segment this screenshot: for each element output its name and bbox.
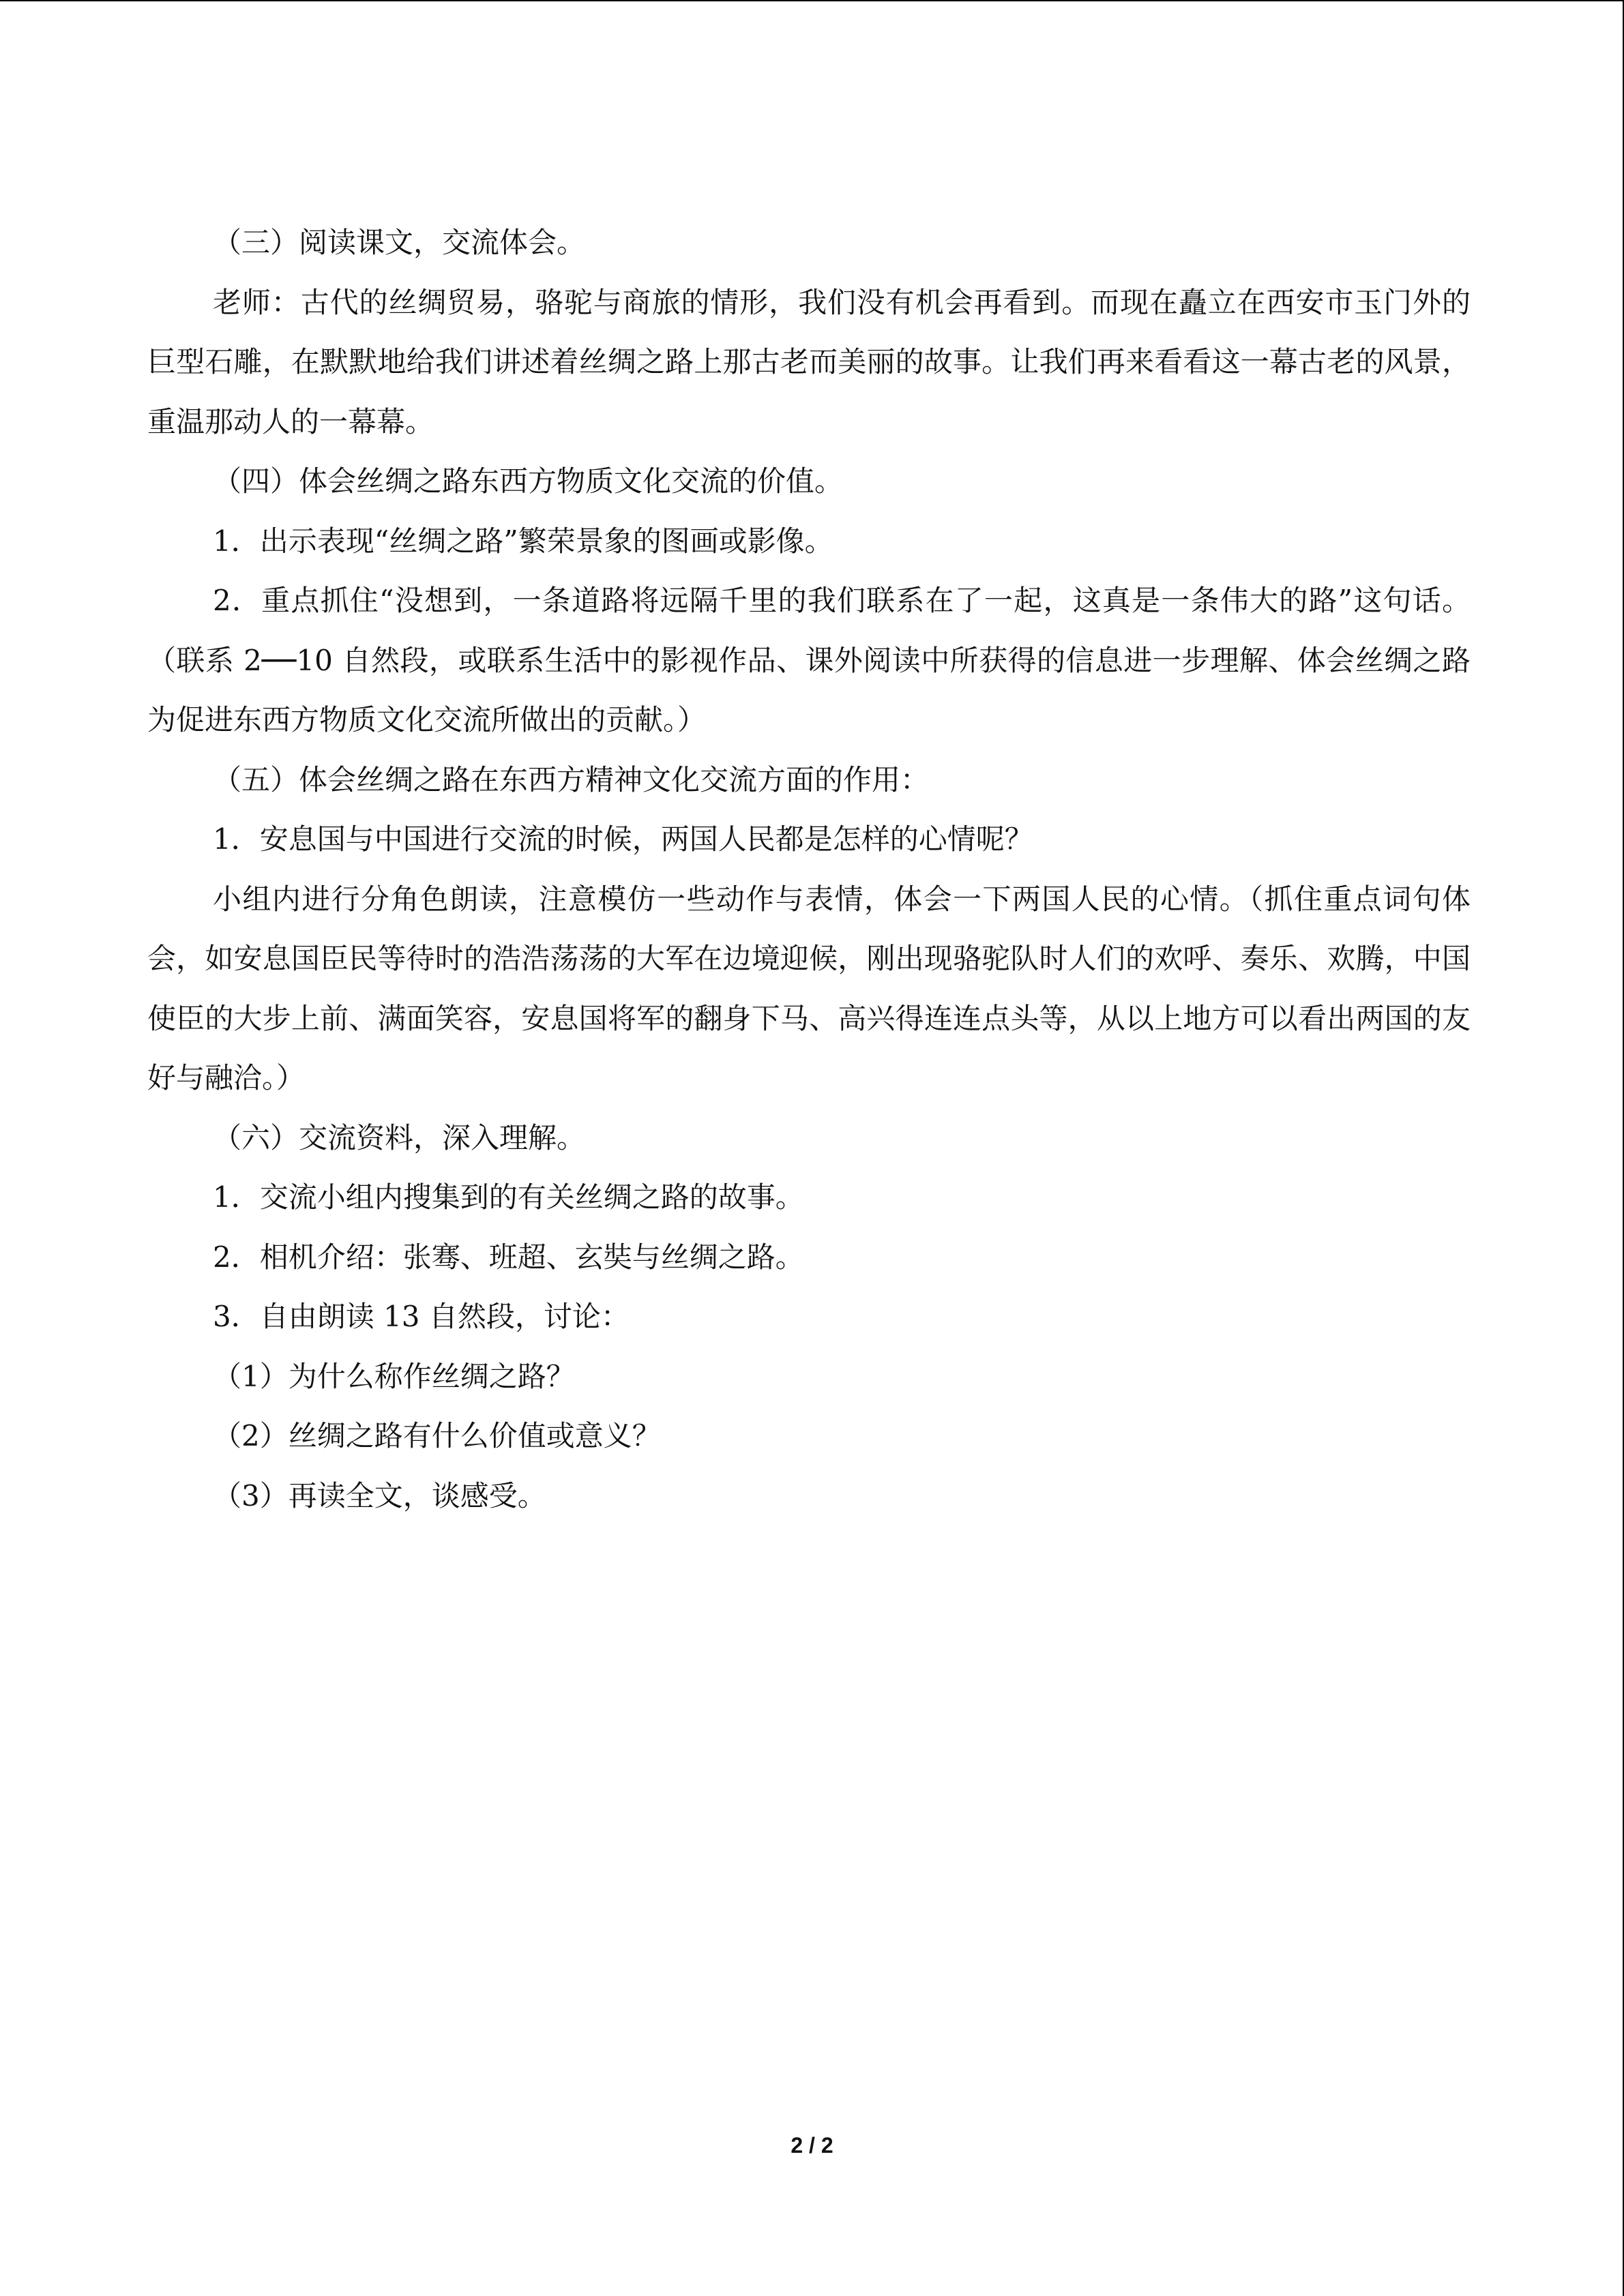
- group-reading-paragraph: 小组内进行分角色朗读，注意模仿一些动作与表情，体会一下两国人民的心情。（抓住重点词句体会，如安息国臣民等待时的浩浩荡荡的大军在边境迎候，刚出现骆驼队时人们的欢呼、奏乐、欢腾，中国使臣的大步上前、满面笑容，安息国将军的翻身下马、高兴得连连点头等，从以上地方可以看出两国的友好与融洽。）: [147, 882, 1471, 1094]
- section-heading-4: （四）体会丝绸之路东西方物质文化交流的价值。: [213, 464, 844, 498]
- section-heading-6: （六）交流资料，深入理解。: [213, 1120, 586, 1154]
- list-item-6-1: 1．交流小组内搜集到的有关丝绸之路的故事。: [213, 1180, 804, 1214]
- section-heading-5: （五）体会丝绸之路在东西方精神文化交流方面的作用：: [213, 762, 930, 796]
- list-item-4-1: 1．出示表现“丝绸之路”繁荣景象的图画或影像。: [213, 524, 833, 558]
- discussion-question-1: （1）为什么称作丝绸之路？: [213, 1359, 575, 1393]
- teacher-paragraph: 老师：古代的丝绸贸易，骆驼与商旅的情形，我们没有机会再看到。而现在矗立在西安市玉门外的巨型石雕，在默默地给我们讲述着丝绸之路上那古老而美丽的故事。让我们再来看看这一幕古老的风景，重温那动人的一幕幕。: [147, 285, 1471, 438]
- section-heading-3: （三）阅读课文，交流体会。: [213, 226, 586, 259]
- top-border-line: [0, 0, 1624, 1]
- list-item-6-3: 3．自由朗读 13 自然段，讨论：: [213, 1300, 630, 1333]
- discussion-question-2: （2）丝绸之路有什么价值或意义？: [213, 1419, 661, 1452]
- list-item-5-1: 1．安息国与中国进行交流的时候，两国人民都是怎样的心情呢？: [213, 822, 1033, 856]
- document-body: [147, 213, 1471, 1525]
- list-item-4-2: 2．重点抓住“没想到，一条道路将远隔千里的我们联系在了一起，这真是一条伟大的路”这句话。（联系 2──10 自然段，或联系生活中的影视作品、课外阅读中所获得的信息进一步理解、体会丝绸之路为促进东西方物质文化交流所做出的贡献。）: [147, 584, 1471, 736]
- list-item-6-2: 2．相机介绍：张骞、班超、玄奘与丝绸之路。: [213, 1240, 804, 1274]
- page-number: 2 / 2: [791, 2133, 833, 2158]
- discussion-question-3: （3）再读全文，谈感受。: [213, 1478, 546, 1512]
